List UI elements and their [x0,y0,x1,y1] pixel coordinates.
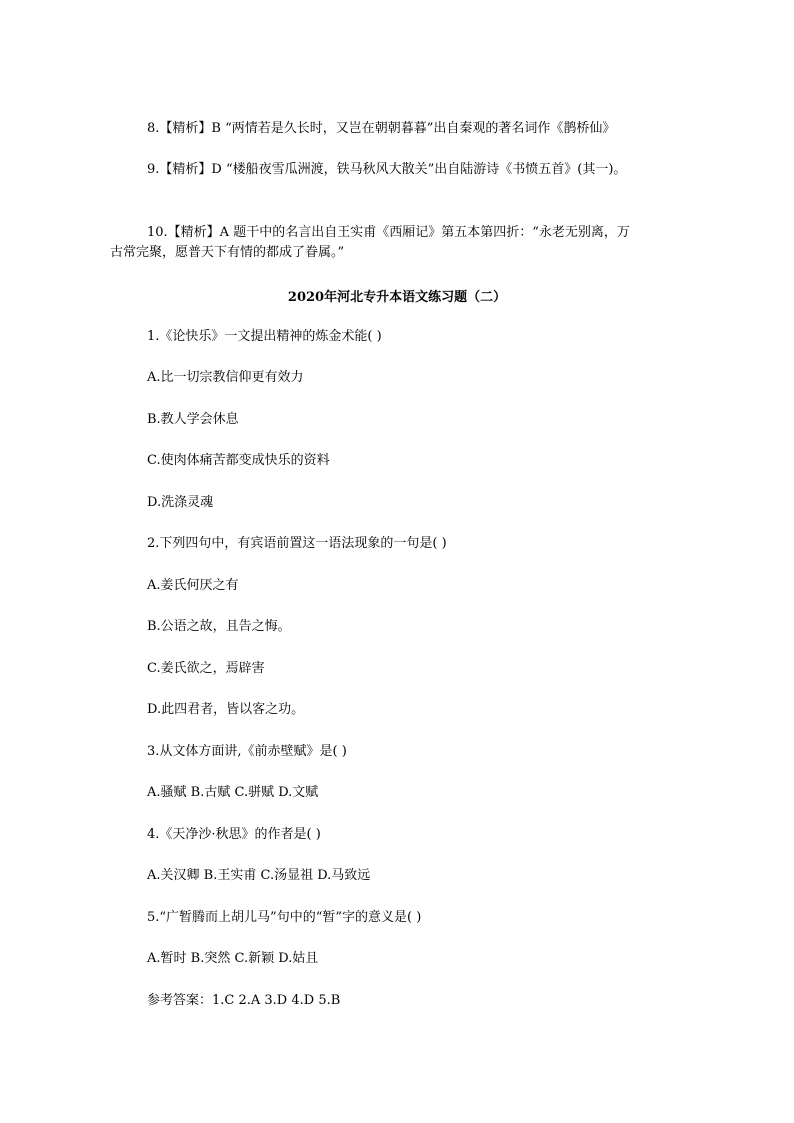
question-2-option-c: C.姜氏欲之，焉辟害 [147,661,265,676]
section-title: 2020年河北专升本语文练习题（二） [287,290,507,305]
question-3-stem: 3.从文体方面讲,《前赤壁赋》是( ) [147,744,347,759]
answer-9: 9.【精析】D “楼船夜雪瓜洲渡，铁马秋风大散关”出自陆游诗《书愤五首》(其一)。 [147,162,627,177]
answer-10-line-2: 古常完聚，愿普天下有情的都成了眷属。” [110,245,345,260]
question-2-option-b: B.公语之故，且告之悔。 [147,619,291,634]
answer-8: 8.【精析】B “两情若是久长时，又岂在朝朝暮暮”出自秦观的著名词作《鹊桥仙》 [147,121,616,136]
question-5-stem: 5.“广暂腾而上胡儿马”句中的“暂”字的意义是( ) [147,910,422,925]
question-2-stem: 2.下列四句中，有宾语前置这一语法现象的一句是( ) [147,536,447,551]
question-1-option-a: A.比一切宗教信仰更有效力 [147,370,304,385]
question-1-option-d: D.洗涤灵魂 [147,495,214,510]
question-2-option-a: A.姜氏何厌之有 [147,578,239,593]
question-2-option-d: D.此四君者，皆以客之功。 [147,702,305,717]
question-1-option-c: C.使肉体痛苦都变成快乐的资料 [147,453,330,468]
question-3-options: A.骚赋 B.古赋 C.骈赋 D.文赋 [147,785,319,800]
question-1-option-b: B.教人学会休息 [147,412,239,427]
question-4-options: A.关汉卿 B.王实甫 C.汤显祖 D.马致远 [147,868,371,883]
answer-10-line-1: 10.【精析】A 题干中的名言出自王实甫《西厢记》第五本第四折：“永老无别离，万 [147,225,630,240]
answer-key: 参考答案：1.C 2.A 3.D 4.D 5.B [147,993,341,1008]
question-1-stem: 1.《论快乐》一文提出精神的炼金术能( ) [147,329,382,344]
question-4-stem: 4.《天净沙·秋思》的作者是( ) [147,827,321,842]
question-5-options: A.暂时 B.突然 C.新颖 D.姑且 [147,951,319,966]
